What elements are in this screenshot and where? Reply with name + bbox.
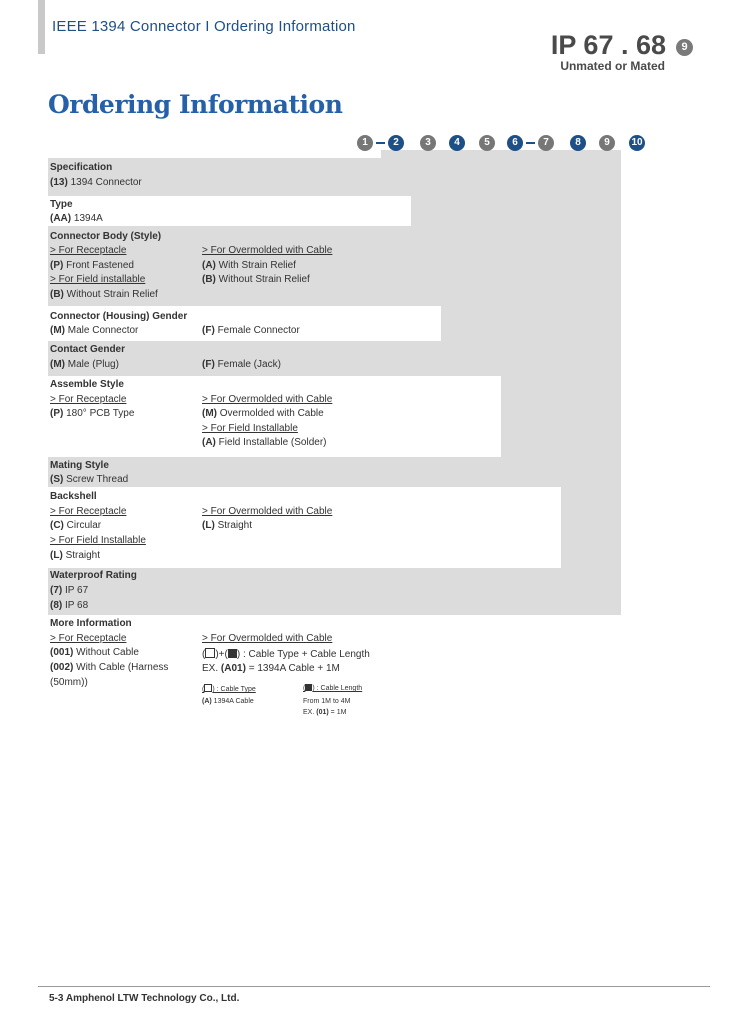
cable-type-option: (A) 1394A Cable bbox=[202, 698, 254, 705]
connector-body-right-option1: (A) With Strain Relief bbox=[202, 260, 296, 271]
waterproof-option-1: (7) IP 67 bbox=[50, 585, 89, 596]
connector-body-left-sub1: > For Receptacle bbox=[50, 245, 127, 256]
ip-rating-badge: 9 bbox=[676, 39, 693, 56]
more-info-left-sub: > For Receptacle bbox=[50, 633, 127, 644]
mating-style-title: Mating Style bbox=[50, 460, 109, 471]
cable-length-range: From 1M to 4M bbox=[303, 698, 351, 705]
specification-option: (13) 1394 Connector bbox=[50, 177, 142, 188]
assemble-style-title: Assemble Style bbox=[50, 379, 124, 390]
more-info-right-sub: > For Overmolded with Cable bbox=[202, 633, 333, 644]
assemble-style-right-sub1: > For Overmolded with Cable bbox=[202, 394, 333, 405]
contact-gender-right-option: (F) Female (Jack) bbox=[202, 359, 281, 370]
more-info-left-option2: (002) With Cable (Harness bbox=[50, 662, 169, 673]
waterproof-title: Waterproof Rating bbox=[50, 570, 137, 581]
housing-gender-right-option: (F) Female Connector bbox=[202, 325, 300, 336]
empty-box-icon bbox=[205, 648, 215, 658]
assemble-style-left-sub: > For Receptacle bbox=[50, 394, 127, 405]
row-block-6 bbox=[501, 150, 531, 457]
position-4-badge: 4 bbox=[449, 135, 465, 151]
more-info-left-option2-cont: (50mm)) bbox=[50, 677, 88, 688]
position-9-badge: 9 bbox=[599, 135, 615, 151]
position-10-badge: 10 bbox=[629, 135, 645, 151]
housing-gender-left-option: (M) Male Connector bbox=[50, 325, 139, 336]
row-block-7b bbox=[531, 150, 561, 457]
position-dash-1 bbox=[376, 142, 385, 144]
connector-body-right-sub: > For Overmolded with Cable bbox=[202, 245, 333, 256]
connector-body-right-option2: (B) Without Strain Relief bbox=[202, 274, 310, 285]
backshell-title: Backshell bbox=[50, 491, 97, 502]
backshell-right-sub: > For Overmolded with Cable bbox=[202, 506, 333, 517]
connector-body-title: Connector Body (Style) bbox=[50, 231, 162, 242]
filled-box-icon bbox=[228, 649, 237, 658]
assemble-style-right-sub2: > For Field Installable bbox=[202, 423, 298, 434]
section-title: Ordering Information bbox=[48, 90, 343, 119]
more-info-example: EX. (A01) = 1394A Cable + 1M bbox=[202, 663, 340, 674]
position-1-badge: 1 bbox=[357, 135, 373, 151]
contact-gender-left-option: (M) Male (Plug) bbox=[50, 359, 119, 370]
more-info-formula: ( )+( ) : Cable Type + Cable Length bbox=[202, 649, 370, 660]
position-2-badge: 2 bbox=[388, 135, 404, 151]
footer-text: 5-3 Amphenol LTW Technology Co., Ltd. bbox=[49, 993, 240, 1004]
footer-divider bbox=[38, 986, 710, 987]
row-block-9b bbox=[591, 150, 621, 568]
position-6-badge: 6 bbox=[507, 135, 523, 151]
cable-length-example: EX. (01) = 1M bbox=[303, 709, 347, 716]
assemble-style-right-option1: (M) Overmolded with Cable bbox=[202, 408, 324, 419]
row-block-8 bbox=[561, 150, 591, 568]
specification-title: Specification bbox=[50, 162, 113, 173]
assemble-style-left-option: (P) 180° PCB Type bbox=[50, 408, 135, 419]
housing-gender-title: Connector (Housing) Gender bbox=[50, 311, 188, 322]
cable-type-label: ( ) : Cable Type bbox=[202, 686, 256, 693]
row-block-2 bbox=[381, 150, 411, 196]
page-header-title: IEEE 1394 Connector I Ordering Information bbox=[52, 18, 356, 35]
position-8-badge: 8 bbox=[570, 135, 586, 151]
contact-gender-title: Contact Gender bbox=[50, 344, 126, 355]
backshell-left-option2: (L) Straight bbox=[50, 550, 101, 561]
type-title: Type bbox=[50, 199, 73, 210]
connector-body-left-option2: (B) Without Strain Relief bbox=[50, 289, 158, 300]
connector-body-left-option1: (P) Front Fastened bbox=[50, 260, 134, 271]
row-block-3 bbox=[411, 150, 441, 226]
position-dash-2 bbox=[526, 142, 535, 144]
backshell-right-option: (L) Straight bbox=[202, 520, 253, 531]
type-option: (AA) 1394A bbox=[50, 213, 103, 224]
ip-rating-title: IP 67 . 68 bbox=[550, 30, 666, 60]
position-5-badge: 5 bbox=[479, 135, 495, 151]
backshell-left-sub1: > For Receptacle bbox=[50, 506, 127, 517]
waterproof-option-2: (8) IP 68 bbox=[50, 600, 89, 611]
row-block-4 bbox=[441, 150, 471, 341]
position-3-badge: 3 bbox=[420, 135, 436, 151]
more-info-left-option1: (001) Without Cable bbox=[50, 647, 139, 658]
assemble-style-right-option2: (A) Field Installable (Solder) bbox=[202, 437, 327, 448]
backshell-left-option1: (C) Circular bbox=[50, 520, 102, 531]
cable-length-label: ( ) : Cable Length bbox=[303, 685, 363, 692]
mating-style-option: (S) Screw Thread bbox=[50, 474, 129, 485]
ip-rating-subtitle: Unmated or Mated bbox=[560, 59, 665, 73]
position-7-badge: 7 bbox=[538, 135, 554, 151]
connector-body-left-sub2: > For Field installable bbox=[50, 274, 146, 285]
backshell-left-sub2: > For Field Installable bbox=[50, 535, 146, 546]
row-block-5b bbox=[471, 150, 501, 341]
more-info-title: More Information bbox=[50, 618, 132, 629]
header-accent-bar bbox=[38, 0, 45, 54]
